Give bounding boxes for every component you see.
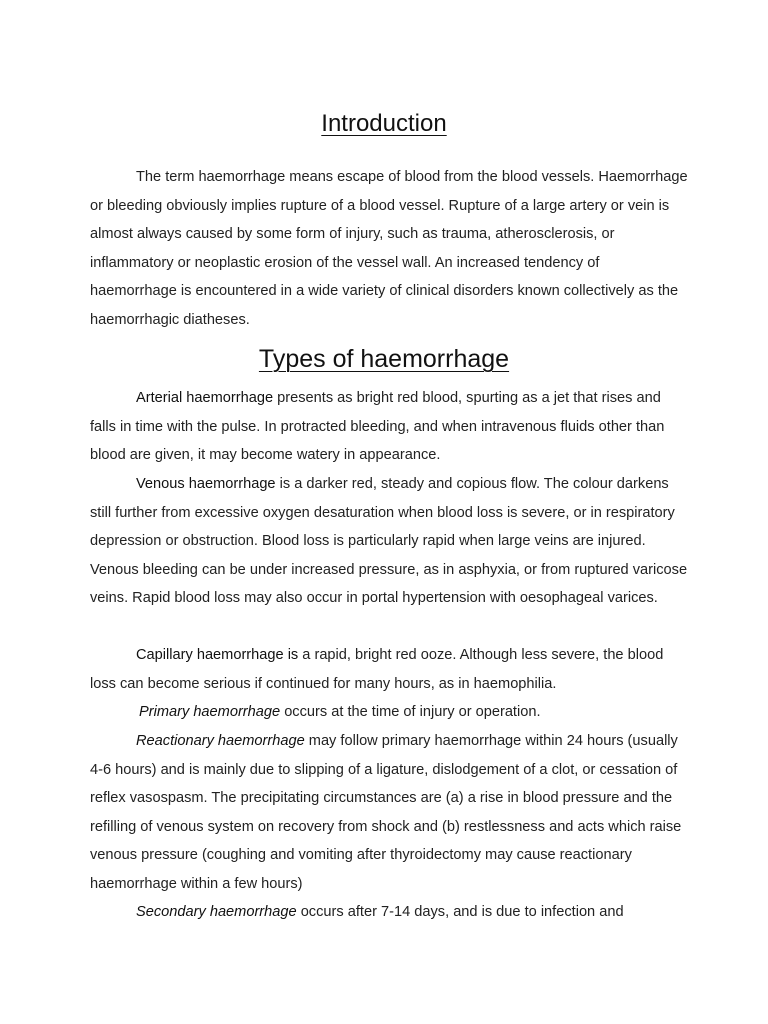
term-reactionary-haemorrhage: Reactionary haemorrhage <box>136 733 305 749</box>
primary-description: occurs at the time of injury or operation. <box>280 704 541 720</box>
paragraph-arterial-haemorrhage <box>90 384 690 470</box>
paragraph-capillary-haemorrhage <box>90 641 690 698</box>
paragraph-primary-haemorrhage <box>90 698 690 727</box>
paragraph-venous-haemorrhage <box>90 470 690 613</box>
arterial-description: presents as bright red blood, spurting as a jet that rises and falls in time with the pulse. In protracted bleeding, and when intravenous fluids other than blood are given, it may become watery in appearance. <box>90 390 665 464</box>
paragraph-reactionary-haemorrhage <box>90 727 690 899</box>
term-capillary-haemorrhage: Capillary haemorrhage is <box>136 647 299 663</box>
secondary-description: occurs after 7-14 days, and is due to infection and <box>296 904 624 920</box>
term-primary-haemorrhage: Primary haemorrhage <box>139 704 281 720</box>
term-secondary-haemorrhage: Secondary haemorrhage <box>136 904 297 920</box>
paragraph-introduction: The term haemorrhage means escape of blood from the blood vessels. Haemorrhage or bleeding obviously implies rupture of a blood vessel. Rupture of a large artery or vein is almost always caused by some form of injury, such as trauma, atherosclerosis, or inflammatory or neoplastic erosion of the vessel wall. An increased tendency of haemorrhage is encountered in a wide variety of clinical disorders known collectively as the haemorrhagic diatheses. <box>90 169 688 328</box>
capillary-description: a rapid, bright red ooze. Although less severe, the blood loss can become serious if continued for many hours, as in haemophilia. <box>90 647 664 692</box>
term-venous-haemorrhage: Venous haemorrhage <box>136 476 276 492</box>
paragraph-secondary-haemorrhage <box>90 898 690 927</box>
venous-description: is a darker red, steady and copious flow. The colour darkens still further from excessive oxygen desaturation when blood loss is severe, or in respiratory depression or obstruction. Blood loss is particularly rapid when large veins are injured. Venous bleeding can be under increased pressure, as in asphyxia, or from ruptured varicose veins. Rapid blood loss may also occur in portal hypertension with oesophageal varices. <box>90 476 688 607</box>
term-arterial-haemorrhage: Arterial haemorrhage <box>136 390 274 406</box>
section-title-introduction: Introduction <box>321 110 447 137</box>
reactionary-description: may follow primary haemorrhage within 24 hours (usually 4-6 hours) and is mainly due to slipping of a ligature, dislodgement of a clot, or cessation of reflex vasospasm. The precipitating circumstances are (a) a rise in blood pressure and the refilling of venous system on recovery from shock and (b) restlessness and acts which raise venous pressure (coughing and vomiting after thyroidectomy may cause reactionary haemorrhage within a few hours) <box>90 733 682 892</box>
section-title-types: Types of haemorrhage <box>258 345 510 373</box>
